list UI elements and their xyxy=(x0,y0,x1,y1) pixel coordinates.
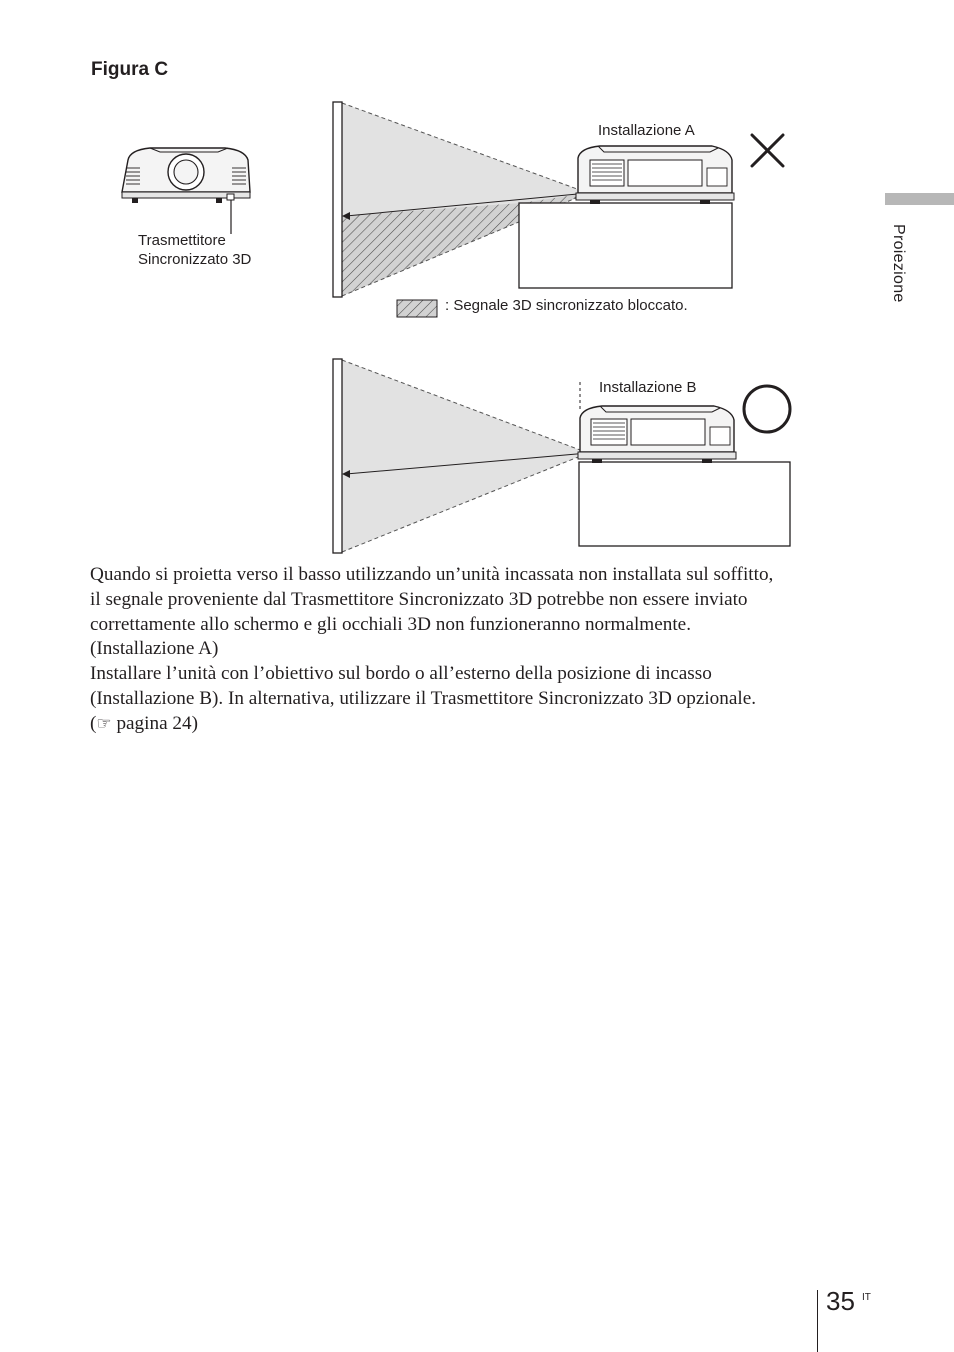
body-line: il segnale proveniente dal Trasmettitore Sincronizzato 3D potrebbe non essere inviato xyxy=(90,588,748,610)
page-number: 35 xyxy=(826,1286,855,1316)
ref-page-text: pagina 24) xyxy=(111,712,198,734)
page-number-divider xyxy=(817,1290,818,1352)
projector-front-illustration xyxy=(122,148,250,234)
reference-pointer-icon: ☞ xyxy=(96,713,112,733)
figure-title: Figura C xyxy=(91,59,169,80)
installation-b-label: Installazione B xyxy=(599,379,697,396)
legend-text: : Segnale 3D sincronizzato bloccato. xyxy=(445,297,688,314)
correct-circle-icon xyxy=(744,386,790,432)
body-line: Installare l’unità con l’obiettivo sul bordo o all’esterno della posizione di incasso xyxy=(90,663,712,685)
body-line: Quando si proietta verso il basso utilizzando un’unità incassata non installata sul soffitto, xyxy=(90,564,774,585)
page-reference xyxy=(90,712,870,737)
ref-open-paren: ( xyxy=(90,712,97,734)
body-line: (Installazione B). In alternativa, utilizzare il Trasmettitore Sincronizzato 3D opzionale. xyxy=(90,687,757,709)
section-tab-marker xyxy=(885,193,954,205)
installation-diagram xyxy=(0,0,954,560)
legend-hatch-swatch xyxy=(397,300,437,317)
body-text xyxy=(90,563,870,737)
body-line: correttamente allo schermo e gli occhiali 3D non funzioneranno normalmente. xyxy=(90,613,691,635)
installation-a-panel xyxy=(333,102,783,297)
installation-b-panel xyxy=(333,359,790,553)
installation-a-label: Installazione A xyxy=(598,122,695,139)
section-label: Proiezione xyxy=(890,224,907,303)
transmitter-label-line2: Sincronizzato 3D xyxy=(138,251,252,268)
transmitter-label-line1: Trasmettitore xyxy=(138,232,226,249)
body-line: (Installazione A) xyxy=(90,638,219,660)
language-code: IT xyxy=(862,1292,871,1303)
incorrect-x-icon xyxy=(752,135,783,166)
